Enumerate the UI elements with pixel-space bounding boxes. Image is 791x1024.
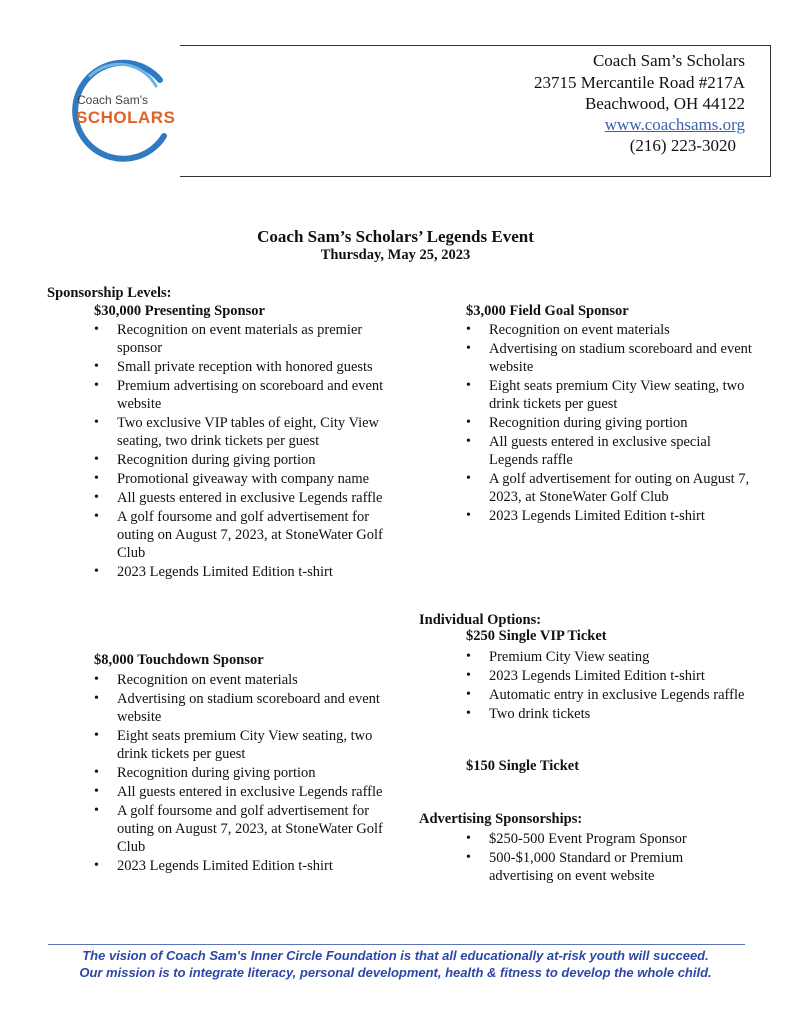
list-item: • Premium advertising on scoreboard and event website [94,377,384,413]
list-item: • All guests entered in exclusive Legends raffle [94,489,384,507]
org-name: Coach Sam’s Scholars [592,51,745,70]
phone-number: (216) 223-3020 [629,136,736,155]
city-address: Beachwood, OH 44122 [584,94,745,113]
fieldgoal-list [466,321,756,526]
sponsorship-heading: Sponsorship Levels: [47,285,172,301]
list-item: • 500-$1,000 Standard or Premium advertising on event website [466,849,726,885]
list-item: • All guests entered in exclusive Legends raffle [94,783,384,801]
list-item: • Eight seats premium City View seating, two drink tickets per guest [94,727,384,763]
logo-text-top: Coach Sam's [77,93,148,107]
list-item: • Promotional giveaway with company name [94,470,384,488]
advertising-heading: Advertising Sponsorships: [419,811,583,827]
individual-heading: Individual Options: [419,612,542,628]
list-item: • 2023 Legends Limited Edition t-shirt [94,857,384,875]
touchdown-list [94,671,384,876]
website-link[interactable]: www.coachsams.org [604,115,745,134]
event-date: Thursday, May 25, 2023 [320,247,471,263]
event-title: Coach Sam’s Scholars’ Legends Event [257,227,534,246]
list-item: • 2023 Legends Limited Edition t-shirt [466,667,756,685]
list-item: • Automatic entry in exclusive Legends raffle [466,686,756,704]
list-item: • Recognition during giving portion [94,764,384,782]
presenting-title: $30,000 Presenting Sponsor [94,303,265,319]
fieldgoal-title: $3,000 Field Goal Sponsor [466,303,629,319]
advertising-list [466,830,726,886]
list-item: • Recognition on event materials as premier sponsor [94,321,384,357]
list-item: • Eight seats premium City View seating, two drink tickets per guest [466,377,756,413]
list-item: • Recognition on event materials [466,321,756,339]
list-item: • Two exclusive VIP tables of eight, City View seating, two drink tickets per guest [94,414,384,450]
list-item: • 2023 Legends Limited Edition t-shirt [94,563,384,581]
vip-ticket-title: $250 Single VIP Ticket [466,628,607,644]
single-ticket-title: $150 Single Ticket [466,758,580,774]
list-item: • 2023 Legends Limited Edition t-shirt [466,507,756,525]
touchdown-title: $8,000 Touchdown Sponsor [94,652,264,668]
mission-statement: Our mission is to integrate literacy, personal development, health & fitness to develop the whole child. [79,965,712,980]
list-item: • Premium City View seating [466,648,756,666]
list-item: • Two drink tickets [466,705,756,723]
list-item: • A golf foursome and golf advertisement for outing on August 7, 2023, at StoneWater Golf Club [94,802,384,856]
list-item: • Recognition during giving portion [94,451,384,469]
list-item: • Recognition during giving portion [466,414,756,432]
list-item: • Small private reception with honored guests [94,358,384,376]
list-item: • Recognition on event materials [94,671,384,689]
list-item: • A golf foursome and golf advertisement for outing on August 7, 2023, at StoneWater Golf Club [94,508,384,562]
list-item: • Advertising on stadium scoreboard and event website [466,340,756,376]
list-item: • Advertising on stadium scoreboard and event website [94,690,384,726]
list-item: • $250-500 Event Program Sponsor [466,830,726,848]
street-address: 23715 Mercantile Road #217A [533,73,745,92]
list-item: • All guests entered in exclusive special Legends raffle [466,433,756,469]
vip-ticket-list [466,648,756,724]
footer-divider [48,944,745,945]
presenting-list [94,321,384,582]
list-item: • A golf advertisement for outing on August 7, 2023, at StoneWater Golf Club [466,470,756,506]
logo-text-bottom: SCHOLARS [76,108,176,127]
vision-statement: The vision of Coach Sam's Inner Circle Foundation is that all educationally at-risk youth will succeed. [82,948,709,963]
